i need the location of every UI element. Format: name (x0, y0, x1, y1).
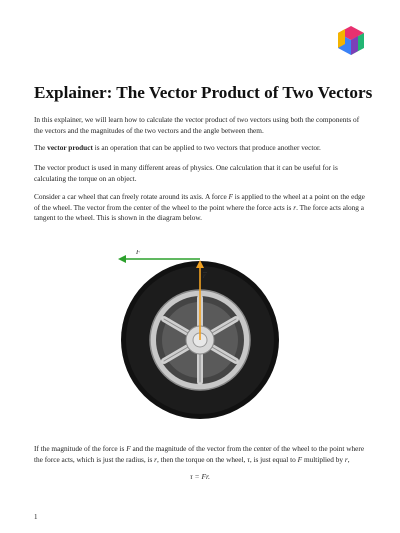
definition-paragraph (34, 143, 366, 154)
wheel-text-2: is applied to the wheel at a point on the edge of the wheel. The vector from the center of the wheel to the point where the force acts is (34, 192, 365, 212)
torque-equation: τ = Fr. (189, 472, 211, 481)
page-title: Explainer: The Vector Product of Two Vectors (34, 83, 373, 102)
page-number: 1 (34, 513, 38, 521)
symbol-radius-2: r (344, 454, 348, 464)
magnitude-text-4: , is just equal to (249, 454, 298, 464)
symbol-radius: r (154, 454, 158, 464)
definition-lead: The (34, 143, 48, 152)
intro-paragraph: In this explainer, we will learn how to calculate the vector product of two vectors using both the components of the vectors and the magnitudes of the two vectors and the angle between them. (34, 115, 360, 135)
magnitude-text-1: If the magnitude of the force is (34, 444, 127, 453)
magnitude-paragraph (34, 444, 366, 465)
magnitude-text-3: , then the torque on the wheel, (157, 454, 248, 464)
force-vector-label: F (136, 250, 141, 256)
wheel-paragraph (34, 192, 366, 224)
brand-logo-icon[interactable] (334, 24, 368, 58)
symbol-force: F (126, 444, 131, 453)
symbol-force-2: F (297, 454, 303, 464)
symbol-torque: τ (247, 454, 250, 464)
wheel-text-3: . The force acts along a tangent to the wheel. This is shown in the diagram below. (34, 202, 365, 223)
definition-rest: is an operation that can be applied to two vectors that produce another vector. (92, 143, 321, 152)
radius-vector-label: r (203, 272, 206, 280)
uses-paragraph: The vector product is used in many different areas of physics. One calculation that it can be useful for is calculating the torque on an object. (34, 163, 338, 183)
magnitude-text-6: , (347, 454, 350, 464)
wheel-diagram (110, 250, 290, 430)
symbol-radius-vector: r (293, 202, 297, 212)
wheel-text-1: Consider a car wheel that can freely rotate around its axis. A force (34, 192, 229, 201)
symbol-force-vector: F (228, 192, 233, 201)
magnitude-text-5: multiplied by (302, 454, 345, 464)
magnitude-text-2: and the magnitude of the vector from the center of the wheel to the point where the force acts, which is just the radius, is (34, 444, 365, 464)
definition-term: vector product (47, 143, 93, 152)
